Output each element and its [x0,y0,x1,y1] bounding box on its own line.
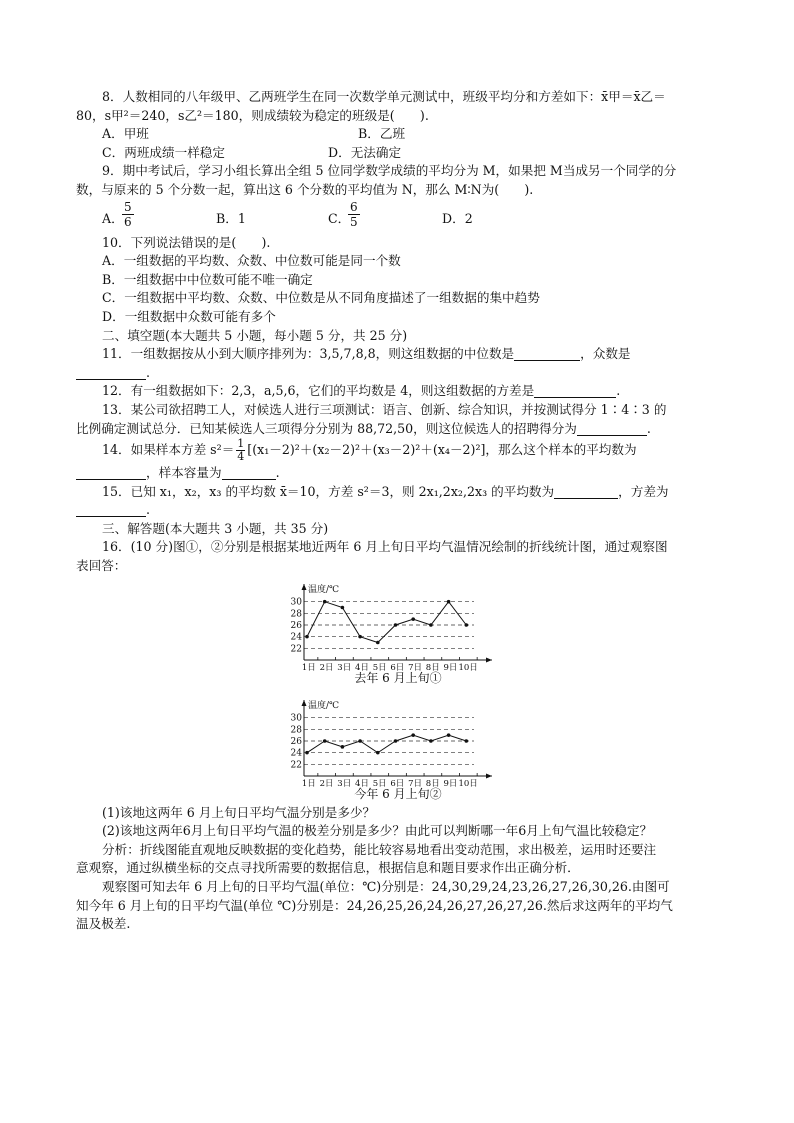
data-point [429,623,433,627]
q9-line2: 数，与原来的 5 个分数一起，算出这 6 个分数的平均值为 N，那么 M∶N为( ). [76,181,534,197]
chart-last-year [280,578,520,686]
x-tick-label: 3日 [337,663,352,673]
data-point [341,606,345,610]
q9-option-d: D．2 [442,210,473,226]
q11-median-blank[interactable] [514,346,580,361]
data-point [447,733,451,737]
x-tick-label: 2日 [319,779,334,789]
q15-mid: ，方差为 [618,483,669,499]
q8-options-ab [76,125,724,144]
x-tick-label: 5日 [372,663,387,673]
q16-sub2: (2)该地这两年6月上旬日平均气温的极差分别是多少？由此可以判断哪一年6月上旬气温比较稳定？ [102,823,653,839]
q13-end: . [646,420,651,436]
data-point [411,733,415,737]
charts-container [280,578,520,806]
y-axis-label: 温度/℃ [308,701,340,711]
y-axis-label: 温度/℃ [308,585,340,595]
chart-title: 今年 6 月上旬② [354,787,442,801]
q8-option-d: D．无法确定 [328,144,402,160]
y-axis-arrow [302,584,307,590]
x-axis-arrow [486,774,492,779]
exam-page [76,88,724,934]
data-point [394,739,398,743]
q15-mean-blank[interactable] [554,484,618,499]
q14-fraction-numerator: 1 [237,437,245,451]
data-point [429,739,433,743]
data-point [465,623,469,627]
q9-line1: 9．期中考试后，学习小组长算出全组 5 位同学数学成绩的平均分为 M，如果把 M当成另一个同学的分 [102,163,677,179]
q15-variance-blank[interactable] [76,502,146,517]
series-line [307,602,466,643]
data-point [411,617,415,621]
x-tick-label: 10日 [458,663,478,673]
q8-options-cd [76,144,724,163]
y-tick-label: 30 [290,597,302,608]
q10-option-d: D．一组数据中众数可能有多个 [102,308,276,324]
x-tick-label: 5日 [372,779,387,789]
q8-option-b: B．乙班 [358,126,406,142]
q10-stem: 10．下列说法错误的是( ). [102,234,271,250]
section-solution-heading: 三、解答题(本大题共 3 小题，共 35 分) [102,520,329,536]
x-tick-label: 8日 [425,779,440,789]
q9-option-a-numerator: 5 [124,199,132,214]
x-tick-label: 2日 [319,663,334,673]
data-point [305,635,309,639]
x-tick-label: 6日 [390,779,405,789]
chart-this-year [280,694,520,802]
q11-line1 [76,345,724,364]
x-tick-label: 1日 [301,779,316,789]
data-point [341,745,345,749]
x-tick-label: 7日 [408,779,423,789]
q14-fraction [236,438,245,463]
q9-option-c-denominator: 5 [350,214,358,229]
x-tick-label: 6日 [390,663,405,673]
q9-option-a-fraction [122,200,134,229]
q12-end: . [616,383,621,399]
q12-variance-blank[interactable] [534,383,616,398]
q9-option-a-denominator: 6 [124,214,132,229]
q14-size-blank[interactable] [222,465,276,480]
y-tick-label: 26 [290,737,302,747]
q11-mode-blank[interactable] [76,365,146,380]
q12-text: 12．有一组数据如下：2,3，a,5,6，它们的平均数是 4，则这组数据的方差是 [102,383,535,399]
q9-option-c-numerator: 6 [350,199,358,214]
q8-line1: 8．人数相同的八年级甲、乙两班学生在同一次数学单元测试中，班级平均分和方差如下：x̄甲＝x̄乙＝ [102,89,666,104]
y-tick-label: 28 [290,725,302,736]
data-point [447,600,451,604]
data-point [305,751,309,755]
q15-text: 15．已知 x₁，x₂，x₃ 的平均数 x̄＝10，方差 s²＝3，则 2x₁,2x₂,2x₃ 的平均数为 [102,483,555,499]
q13-text: 比例确定测试总分．已知某候选人三项得分分别为 88,72,50，则这位候选人的招聘得分为 [76,420,577,436]
data-point [376,641,380,645]
q11-line2 [76,364,724,383]
x-axis-arrow [486,658,492,663]
q16-observation-line1: 观察图可知去年 6 月上旬的日平均气温(单位：℃)分别是：24,30,29,24,23,26,27,26,30,26.由图可 [102,879,670,895]
q11-end: . [146,364,151,380]
y-tick-label: 26 [290,621,302,631]
y-axis-arrow [302,700,307,706]
y-tick-label: 24 [290,632,302,643]
x-tick-label: 1日 [301,663,316,673]
q16-sub1: (1)该地这两年 6 月上旬日平均气温分别是多少？ [102,804,376,820]
q8-option-a: A．甲班 [102,126,149,142]
q10-option-b: B．一组数据中中位数可能不唯一确定 [102,271,313,287]
q12-line [76,382,724,401]
x-tick-label: 7日 [408,663,423,673]
x-tick-label: 9日 [443,663,458,673]
y-tick-label: 22 [290,644,302,655]
q10-option-a: A．一组数据的平均数、众数、中位数可能是同一个数 [102,253,401,269]
q9-option-b: B．1 [216,210,246,226]
q10-option-c: C．一组数据中平均数、众数、中位数是从不同角度描述了一组数据的集中趋势 [102,290,540,306]
y-tick-label: 24 [290,748,302,759]
x-tick-label: 4日 [354,663,369,673]
q16-observation-line3: 温及极差. [76,916,131,932]
section-fill-in-heading: 二、填空题(本大题共 5 小题，每小题 5 分，共 25 分) [102,327,408,343]
data-point [358,739,362,743]
data-point [465,739,469,743]
data-point [376,751,380,755]
data-point [323,600,327,604]
q14-mid: ，样本容量为 [146,465,222,481]
q11-mid: ，众数是 [580,346,631,362]
q14-end: . [275,465,280,481]
data-point [358,635,362,639]
q14-line1 [76,438,724,464]
series-line [307,735,466,753]
data-point [323,739,327,743]
q8-option-c: C．两班成绩一样稳定 [102,144,225,160]
q16-analysis-line2: 意观察，通过纵横坐标的交点寻找所需要的数据信息，根据信息和题目要求作出正确分析． [76,860,580,876]
y-tick-label: 22 [290,760,302,771]
x-tick-label: 8日 [425,663,440,673]
q14-line2 [76,464,724,483]
q16-line1: 16．(10 分)图①，②分别是根据某地近两年 6 月上旬日平均气温情况绘制的折线统计图，通过观察图 [102,539,668,555]
x-tick-label: 9日 [443,779,458,789]
x-tick-label: 10日 [458,779,478,789]
q14-mean-blank[interactable] [76,465,146,480]
q9-option-c-fraction [348,200,360,229]
q11-text: 11．一组数据按从小到大顺序排列为：3,5,7,8,8，则这组数据的中位数是 [102,346,515,362]
x-tick-label: 3日 [337,779,352,789]
q14-formula: [(x₁－2)²＋(x₂－2)²＋(x₃－2)²＋(x₄－2)²]，那么这个样本的平均数为 [247,442,637,458]
q9-option-a-label: A． [102,210,124,226]
y-tick-label: 30 [290,713,302,724]
q14-pre: 14．如果样本方差 s²＝ [102,442,235,458]
q13-score-blank[interactable] [577,421,647,436]
q15-line2 [76,501,724,520]
q15-line1 [76,483,724,502]
q16-observation-line2: 知今年 6 月上旬的日平均气温(单位 ℃)分别是：24,26,25,26,24,26,27,26,27,26.然后求这两年的平均气 [76,897,673,913]
q9-option-c-label: C． [328,210,351,226]
q15-end: . [146,502,151,518]
x-tick-label: 4日 [354,779,369,789]
q16-line2: 表回答： [76,558,127,574]
q16-analysis-line1: 分析：折线图能直观地反映数据的变化趋势，能比较容易地看出变动范围，求出极差，运用时还要注 [102,841,657,857]
data-point [394,623,398,627]
q14-fraction-denominator: 4 [237,450,245,464]
q9-options [76,200,724,234]
y-tick-label: 28 [290,609,302,620]
q8-line2: 80，s甲²＝240，s乙²＝180，则成绩较为稳定的班级是( ). [76,107,429,123]
q13-line2 [76,420,724,439]
chart-title: 去年 6 月上旬① [354,671,442,685]
q13-line1: 13．某公司欲招聘工人，对候选人进行三项测试：语言、创新、综合知识，并按测试得分 1∶4∶3 的 [102,401,667,417]
